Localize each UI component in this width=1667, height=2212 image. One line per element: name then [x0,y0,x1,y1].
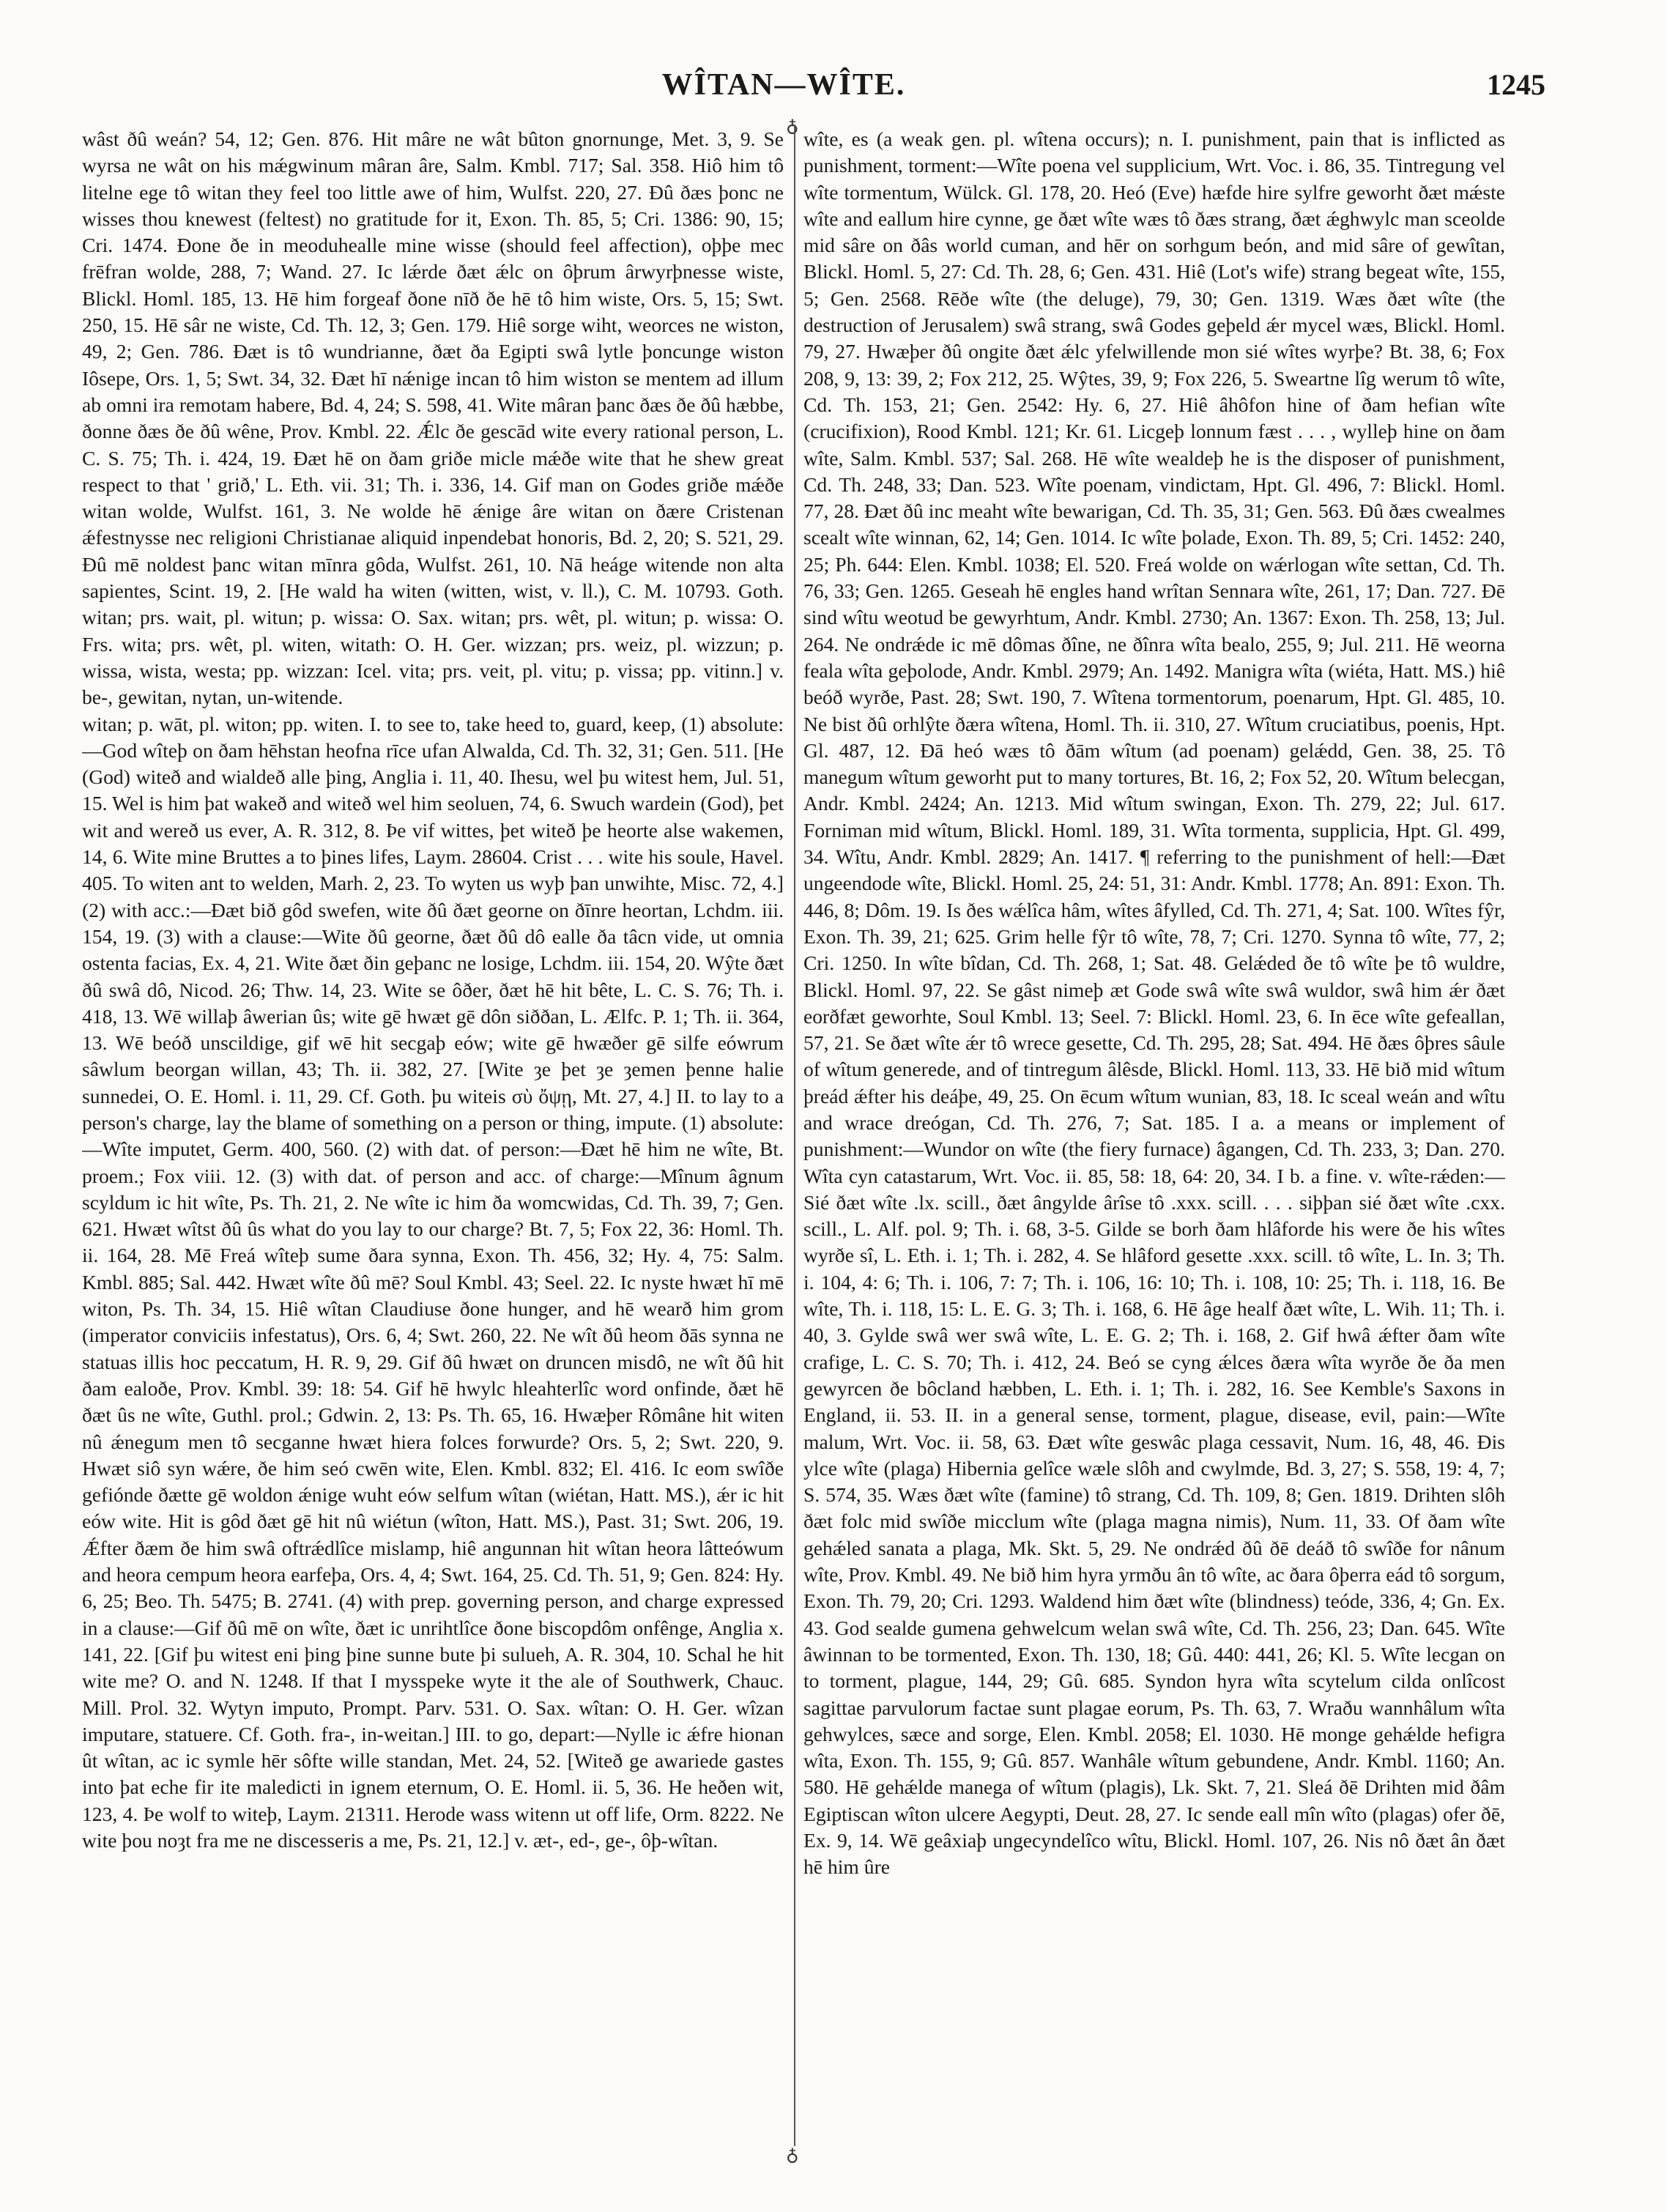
entry-witan-continued: wâst ðû weán? 54, 12; Gen. 876. Hit mâre ne wât bûton gnornunge, Met. 3, 9. Se wyrsa ne wât on his mǽgwinum mâran âre, Salm. Kmbl. 717; Sal. 358. Hiô him tô litelne ege tô witan they feel too little awe of him, Wulfst. 220, 27. Ðû ðæs þonc ne wisses thou knewest (feltest) no gratitude for it, Exon. Th. 85, 5; Cri. 1386: 90, 15; Cri. 1474. Ðone ðe in meoduhealle mine wisse (should feel affection), oþþe mec frēfran wolde, 288, 7; Wand. 27. Ic lǽrde ðæt ǽlc on ôþrum ârwyrþnesse wiste, Blickl. Homl. 185, 13. Hē him forgeaf ðone nīð ðe hē tô him wiste, Ors. 5, 15; Swt. 250, 15. Hē sâr ne wiste, Cd. Th. 12, 3; Gen. 179. Hiê sorge wiht, weorces ne wiston, 49, 2; Gen. 786. Ðæt is tô wundrianne, ðæt ða Egipti swâ lytle þoncunge wiston Iôsepe, Ors. 1, 5; Swt. 34, 32. Ðæt hī nǽnige incan tô him wiston se mentem ad illum ab omni ira remotam habere, Bd. 4, 24; S. 598, 41. Wite mâran þanc ðæs ðe ðû hæbbe, ðonne ðæs ðe ðû wêne, Prov. Kmbl. 22. Ǽlc ðe gescād wite every rational person, L. C. S. 75; Th. i. 424, 19. Ðæt hē on ðam griðe micle mǽðe wite that he shew great respect to that ' grið,' L. Eth. vii. 31; Th. i. 336, 14. Gif man on Godes griðe mǽðe witan wolde, Wulfst. 161, 3. Ne wolde hē ǽnige âre witan on ðære Cristenan ǽfestnysse nec religioni Christianae aliquid inpendebat honoris, Bd. 2, 20; S. 521, 29. Ðû mē noldest þanc witan mīnra gôda, Wulfst. 261, 10. Nā heáge witende non alta sapientes, Scint. 19, 2. [He wald ha witen (witten, wist, v. ll.), C. M. 10793. Goth. witan; prs. wait, pl. witun; p. wissa: O. Sax. witan; prs. wêt, pl. witun; p. wissa: O. Frs. wita; prs. wêt, pl. witen, witath: O. H. Ger. wizzan; prs. weiz, pl. wizzun; p. wissa, wista, westa; pp. wizzan: Icel. vita; prs. veit, pl. vitu; p. vissa; pp. vitinn.] v. be-, gewitan, nytan, un-witende. [82,127,784,709]
page-number: 1245 [1487,68,1545,101]
column-divider [794,125,795,2146]
entry-witan-guard: witan; p. wāt, pl. witon; pp. witen. I. to see to, take heed to, guard, keep, (1) absolute:—God wîteþ on ðam hēhstan heofna rīce ufan Alwalda, Cd. Th. 32, 31; Gen. 511. [He (God) witeð and wialdeð alle þing, Anglia i. 11, 40. Ihesu, wel þu witest hem, Jul. 51, 15. Wel is him þat wakeð and witeð wel him seoluen, 74, 6. Swuch wardein (God), þet wit and wereð us ever, A. R. 312, 8. Þe vif wittes, þet witeð þe heorte alse wakemen, 14, 6. Wite mine Bruttes a to þines lifes, Laym. 28604. Crist . . . wite his soule, Havel. 405. To witen ant to welden, Marh. 2, 23. To wyten us wyþ þan unwihte, Misc. 72, 4.] (2) with acc.:—Ðæt bið gôd swefen, wite ðû ðæt georne on ðīnre heortan, Lchdm. iii. 154, 19. (3) with a clause:—Wite ðû georne, ðæt ðû dô ealle ða tâcn vide, ut omnia ostenta facias, Ex. 4, 21. Wite ðæt ðin geþanc ne losige, Lchdm. iii. 154, 20. Wŷte ðæt ðû swâ dô, Nicod. 26; Thw. 14, 23. Wite se ôðer, ðæt hē hit bête, L. C. S. 76; Th. i. 418, 13. Wē willaþ âwerian ûs; wite gē hwæt gē dôn siððan, L. Ælfc. P. 1; Th. ii. 364, 13. Wē beóð unscildige, gif wē hit secgaþ eów; wite gē hwæðer gē silfe eówrum sâwlum beorgan willan, 43; Th. ii. 382, 27. [Wite ȝe þet ȝe ȝemen þenne halie sunnedei, O. E. Homl. i. 11, 29. Cf. Goth. þu witeis σὺ ὄψῃ, Mt. 27, 4.] II. to lay to a person's charge, lay the blame of something on a person or thing, impute. (1) absolute:—Wîte imputet, Germ. 400, 560. (2) with dat. of person:—Ðæt hē him ne wîte, Bt. proem.; Fox viii. 12. (3) with dat. of person and acc. of charge:—Mînum âgnum scyldum ic hit wîte, Ps. Th. 21, 2. Ne wîte ic him ða womcwidas, Cd. Th. 39, 7; Gen. 621. Hwæt wîtst ðû ûs what do you lay to our charge? Bt. 7, 5; Fox 22, 36: Homl. Th. ii. 164, 28. Mē Freá wîteþ sume ðara synna, Exon. Th. 456, 32; Hy. 4, 75: Salm. Kmbl. 885; Sal. 442. Hwæt wîte ðû mē? Soul Kmbl. 43; Seel. 22. Ic nyste hwæt hī mē witon, Ps. Th. 34, 15. Hiê wîtan Claudiuse ðone hunger, and hē wearð him grom (imperator conviciis infestatus), Ors. 6, 4; Swt. 260, 22. Ne wît ðû heom ðās synna ne statuas illis hoc peccatum, H. R. 9, 29. Gif ðû hwæt on druncen misdô, ne wît ðû hit ðam ealoðe, Prov. Kmbl. 39: 18: 54. Gif hē hwylc hleahterlîc word onfinde, ðæt hē ðæt ûs ne wîte, Guthl. prol.; Gdwin. 2, 13: Ps. Th. 65, 16. Hwæþer Rômâne hit witen nû ǽnegum men tô secganne hwæt hiera folces forwurde? Ors. 5, 2; Swt. 220, 9. Hwæt siô syn wǽre, ðe him seó cwēn wite, Elen. Kmbl. 832; El. 416. Ic eom swîðe gefiónde ðætte gē woldon ǽnige wuht eów selfum wîtan (wiétan, Hatt. MS.), ǽr ic hit eów wite. Hit is gôd ðæt gē hit nû wiétun (wîton, Hatt. MS.), Past. 31; Swt. 206, 19. Ǽfter ðæm ðe him swâ oftrǽdlîce mislamp, hiê angunnan hit wîtan heora lâtteówum and heora cempum heora earfeþa, Ors. 4, 4; Swt. 164, 25. Cd. Th. 51, 9; Gen. 824: Hy. 6, 25; Beo. Th. 5475; B. 2741. (4) with prep. governing person, and charge expressed in a clause:—Gif ðû mē on wîte, ðæt ic unrihtlîce ðone biscopdôm onfênge, Anglia x. 141, 22. [Gif þu witest eni þing þine sunne bute þi sulueh, A. R. 304, 10. Schal he hit wite me? O. and N. 1248. If that I mysspeke wyte it the ale of Southwerk, Chauc. Mill. Prol. 32. Wytyn imputo, Prompt. Parv. 531. O. Sax. wîtan: O. H. Ger. wîzan imputare, statuere. Cf. Goth. fra-, in-weitan.] III. to go, depart:—Nylle ic ǽfre hionan ût wîtan, ac ic symle hēr sôfte wille standan, Met. 24, 52. [Witeð ge awariede gastes into þat eche fir ite maledicti in ignem eternum, O. E. Homl. ii. 5, 36. He heðen wit, 123, 4. Þe wolf to witeþ, Laym. 21311. Herode wass witenn ut off life, Orm. 8222. Ne wite þou noȝt fra me ne discesseris a me, Ps. 21, 12.] v. æt-, ed-, ge-, ôþ-wîtan. [82,712,784,1852]
column-ornament-top: ♁ [786,116,799,136]
column-ornament-bottom: ♁ [786,2145,799,2165]
entry-wite: wîte, es (a weak gen. pl. wîtena occurs); n. I. punishment, pain that is inflicted as punishment, torment:—Wîte poena vel supplicium, Wrt. Voc. i. 86, 35. Tintregung vel wîte tormentum, Wülck. Gl. 178, 20. Heó (Eve) hæfde hire sylfre geworht ðæt mǽste wîte and eallum hire cynne, ge ðæt wîte wæs tô ðæs strang, ðæt ǽghwylc man sceolde mid sâre on ðâs world cuman, and hēr on sorhgum beón, and mid sâre of gewîtan, Blickl. Homl. 5, 27: Cd. Th. 28, 6; Gen. 431. Hiê (Lot's wife) strang begeat wîte, 155, 5; Gen. 2568. Rēðe wîte (the deluge), 79, 30; Gen. 1319. Wæs ðæt wîte (the destruction of Jerusalem) swâ strang, swâ Godes geþeld ǽr mycel wæs, Blickl. Homl. 79, 27. Hwæþer ðû ongite ðæt ǽlc yfelwillende mon sié wîtes wyrþe? Bt. 38, 6; Fox 208, 9, 13: 39, 2; Fox 212, 25. Wŷtes, 39, 9; Fox 226, 5. Sweartne lîg werum tô wîte, Cd. Th. 153, 21; Gen. 2542: Hy. 6, 27. Hiê âhôfon hine of ðam hefian wîte (crucifixion), Rood Kmbl. 121; Kr. 61. Licgeþ lonnum fæst . . . , wylleþ hine on ðam wîte, Salm. Kmbl. 537; Sal. 268. Hē wîte wealdeþ he is the disposer of punishment, Cd. Th. 248, 33; Dan. 523. Wîte poenam, vindictam, Hpt. Gl. 496, 7: Blickl. Homl. 77, 28. Ðæt ðû inc meaht wîte bewarigan, Cd. Th. 35, 31; Gen. 563. Ðû ðæs cwealmes scealt wîte winnan, 62, 14; Gen. 1014. Ic wîte þolade, Exon. Th. 89, 5; Cri. 1452: 240, 25; Ph. 644: Elen. Kmbl. 1038; El. 520. Freá wolde on wǽrlogan wîte settan, Cd. Th. 76, 33; Gen. 1265. Geseah hē engles hand wrîtan Sennara wîte, 261, 17; Dan. 727. Ðē sind wîtu weotud be gewyrhtum, Andr. Kmbl. 2730; An. 1367: Exon. Th. 258, 13; Jul. 264. Ne ondrǽde ic mē dômas ðîne, ne ðînra wîta bealo, 255, 9; Jul. 211. Hē weorna feala wîta geþolode, Andr. Kmbl. 2979; An. 1492. Manigra wîta (wiéta, Hatt. MS.) hiê beóð wyrðe, Past. 28; Swt. 190, 7. Wîtena tormentorum, poenarum, Hpt. Gl. 485, 10. Ne bist ðû orhlŷte ðæra wîtena, Homl. Th. ii. 310, 27. Wîtum cruciatibus, poenis, Hpt. Gl. 487, 12. Ðā heó wæs tô ðām wîtum (ad poenam) gelǽdd, Gen. 38, 25. Tô manegum wîtum geworht put to many tortures, Bt. 16, 2; Fox 52, 20. Wîtum belecgan, Andr. Kmbl. 2424; An. 1213. Mid wîtum swingan, Exon. Th. 279, 22; Jul. 617. Forniman mid wîtum, Blickl. Homl. 189, 31. Wîta tormenta, supplicia, Hpt. Gl. 499, 34. Wîtu, Andr. Kmbl. 2829; An. 1417. ¶ referring to the punishment of hell:—Ðæt ungeendode wîte, Blickl. Homl. 25, 24: 51, 31: Andr. Kmbl. 1778; An. 891: Exon. Th. 446, 8; Dôm. 19. Is ðes wǽlîca hâm, wîtes âfylled, Cd. Th. 271, 4; Sat. 100. Wîtes fŷr, Exon. Th. 39, 21; 625. Grim helle fŷr tô wîte, 78, 7; Cri. 1270. Synna tô wîte, 77, 2; Cri. 1250. In wîte bîdan, Cd. Th. 268, 1; Sat. 48. Gelǽded ðe tô wîte þe tô wuldre, Blickl. Homl. 97, 22. Se gâst nimeþ æt Gode swâ wîte swâ wuldor, swâ him ǽr ðæt eorðfæt geworhte, Soul Kmbl. 13; Seel. 7: Blickl. Homl. 23, 6. In ēce wîte gefeallan, 57, 21. Se ðæt wîte ǽr tô wrece gesette, Cd. Th. 295, 28; Sat. 494. Hē ðæs ôþres sâule of wîtum generede, and of tintregum âlêsde, Blickl. Homl. 113, 33. Hē bið mid wîtum þreád ǽfter his deáþe, 49, 25. On ēcum wîtum wunian, 83, 18. Ic sceal weán and wîtu and wrace dreógan, Cd. Th. 276, 7; Sat. 185. I a. a means or implement of punishment:—Wundor on wîte (the fiery furnace) âgangen, Cd. Th. 233, 3; Dan. 270. Wîta cyn catastarum, Wrt. Voc. ii. 85, 58: 18, 64: 20, 34. I b. a fine. v. wîte-rǽden:—Sié ðæt wîte .lx. scill., ðæt ângylde ârîse tô .xxx. scill. . . . siþþan sié ðæt wîte .cxx. scill., L. Alf. pol. 9; Th. i. 68, 3-5. Gilde se borh ðam hlâforde his were ðe his wîtes wyrðe sî, L. Eth. i. 1; Th. i. 282, 4. Se hlâford gesette .xxx. scill. tô wîte, L. In. 3; Th. i. 104, 4: 6; Th. i. 106, 7: 7; Th. i. 106, 16: 10; Th. i. 108, 10: 25; Th. i. 118, 16. Be wîte, Th. i. 118, 15: L. E. G. 3; Th. i. 168, 6. Hē âge healf ðæt wîte, L. Wih. 11; Th. i. 40, 3. Gylde swâ wer swâ wîte, L. E. G. 2; Th. i. 168, 2. Gif hwâ ǽfter ðam wîte crafige, L. C. S. 70; Th. i. 412, 24. Beó se cyng ǽlces ðæra wîta wyrðe ðe ða men gewyrcen ðe bôcland hæbben, L. Eth. i. 1; Th. i. 282, 16. See Kemble's Saxons in England, ii. 53. II. in a general sense, torment, plague, disease, evil, pain:—Wîte malum, Wrt. Voc. ii. 58, 63. Ðæt wîte geswâc plaga cessavit, Num. 16, 48, 46. Ðis ylce wîte (plaga) Hibernia gelîce wæle slôh and cwylmde, Bd. 3, 27; S. 558, 19: 4, 7; S. 574, 35. Wæs ðæt wîte (famine) tô strang, Cd. Th. 109, 8; Gen. 1819. Drihten slôh ðæt folc mid swîðe micclum wîte (plaga magna nimis), Num. 11, 33. Of ðam wîte gehǽled sanata a plaga, Mk. Skt. 5, 29. Ne ondrǽd ðû ðē deáð tô swîðe for nânum wîte, Prov. Kmbl. 49. Ne bið him hyra yrmðu ân tô wîte, ac ðara ôþerra eád tô sorgum, Exon. Th. 79, 20; Cri. 1293. Waldend him ðæt wîte (blindness) teóde, 336, 4; Gn. Ex. 43. God sealde gumena gehwelcum welan swâ wîte, Cd. Th. 256, 23; Dan. 645. Wîte âwinnan to be tormented, Exon. Th. 130, 18; Gû. 440: 441, 26; Kl. 5. Wîte lecgan on to torment, plague, 144, 29; Gû. 685. Syndon hyra wîta scytelum cilda onlîcost sagittae parvulorum factae sunt plagae eorum, Ps. Th. 63, 7. Wraðu wannhâlum wîta gehwylces, sæce and sorge, Elen. Kmbl. 2058; El. 1030. Hē monge gehǽlde hefigra wîta, Exon. Th. 155, 9; Gû. 857. Wanhâle wîtum gebundene, Andr. Kmbl. 1160; An. 580. Hē gehǽlde manega of wîtum (plagis), Lk. Skt. 7, 21. Sleá ðē Drihten mid ðâm Egiptiscan wîton ulcere Aegypti, Deut. 28, 27. Ic sende eall mîn wîto (plagas) ofer ðē, Ex. 9, 14. Wē geâxiaþ ungecyndelîco wîtu, Blickl. Homl. 107, 26. Nis nô ðæt ân ðæt hē him ûre [803,127,1505,1879]
page-title: WÎTAN—WÎTE. [661,68,906,102]
right-column [803,126,1505,2148]
left-column [82,126,784,2148]
page-header [81,0,1545,117]
